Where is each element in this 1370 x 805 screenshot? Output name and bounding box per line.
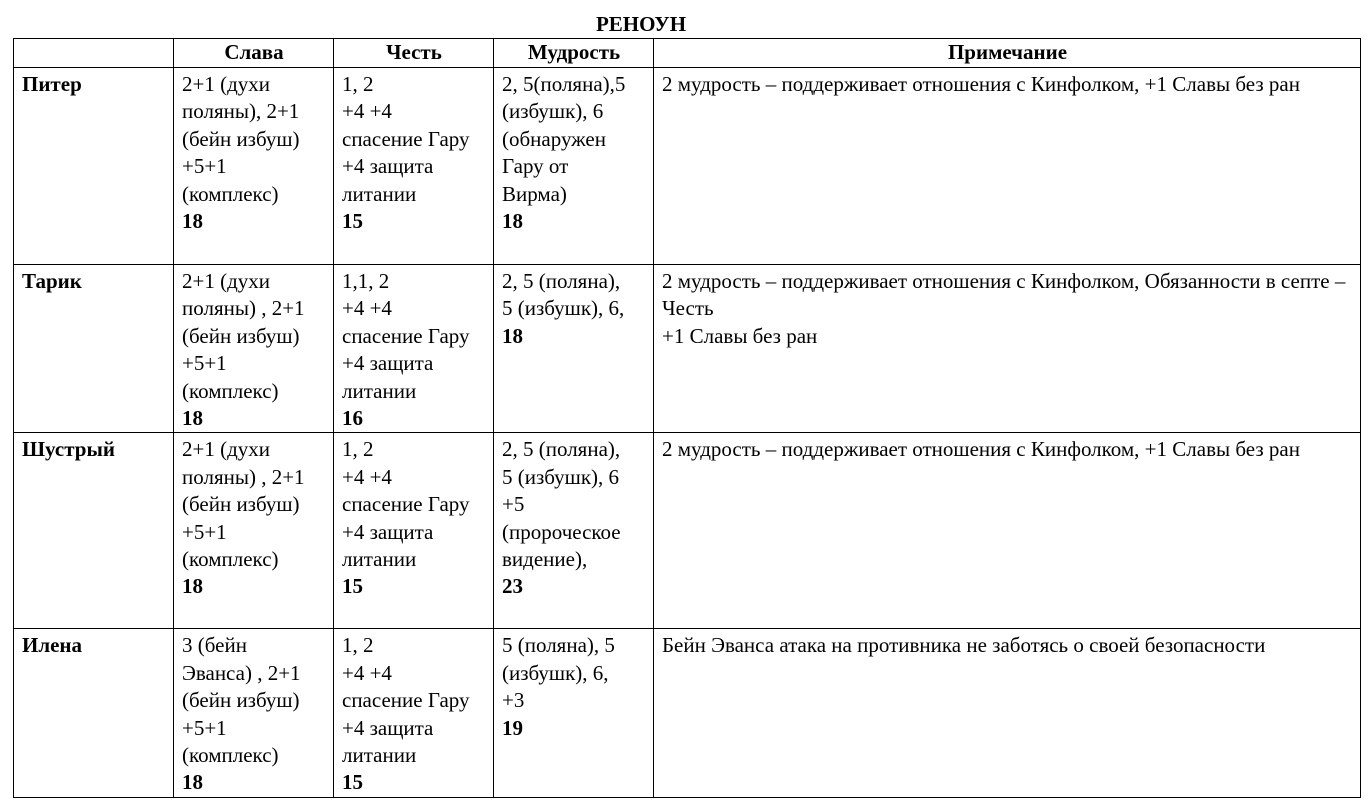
header-note: Примечание [654, 39, 1361, 68]
wisdom-line: 5 (поляна), 5 [502, 633, 615, 658]
honor-line: 1, 2 [342, 72, 374, 96]
wisdom-cell [494, 629, 654, 797]
header-honor: Честь [334, 39, 494, 68]
character-name: Питер [14, 68, 174, 265]
glory-line: 2+1 (духи [182, 72, 271, 96]
honor-line: спасение Гару [342, 126, 470, 151]
wisdom-cell [494, 68, 654, 265]
glory-line: поляны), 2+1 [182, 99, 300, 124]
glory-line: (бейн избуш) [182, 323, 300, 348]
note-cell [654, 629, 1361, 797]
wisdom-line: (избушк), 6, [502, 660, 609, 685]
honor-cell [334, 433, 494, 629]
table-row [14, 265, 1361, 433]
character-name: Шустрый [14, 433, 174, 629]
glory-line: +5+1 [182, 351, 227, 376]
table-row [14, 433, 1361, 629]
header-wisdom: Мудрость [494, 39, 654, 68]
honor-line: +4 защита [342, 715, 434, 740]
note-text: 2 мудрость – поддерживает отношения с Кинфолком, +1 Славы без ран [662, 72, 1300, 96]
honor-line: литании [342, 181, 417, 206]
wisdom-line: +5 [502, 492, 525, 517]
wisdom-line: +3 [502, 688, 525, 713]
note-cell [654, 265, 1361, 433]
glory-line: (комплекс) [182, 743, 279, 768]
glory-line: +5+1 [182, 519, 227, 544]
wisdom-total: 18 [502, 323, 523, 348]
wisdom-total: 23 [502, 574, 523, 599]
wisdom-line: (избушк), 6 [502, 99, 604, 124]
wisdom-line: 5 (избушк), 6, [502, 296, 625, 321]
glory-line: поляны) , 2+1 [182, 296, 305, 321]
glory-line: 3 (бейн [182, 633, 247, 658]
note-text: +1 Славы без ран [662, 323, 818, 348]
honor-total: 16 [342, 406, 363, 431]
note-text: 2 мудрость – поддерживает отношения с Кинфолком, +1 Славы без ран [662, 437, 1300, 462]
honor-cell [334, 265, 494, 433]
glory-cell [174, 68, 334, 265]
honor-line: спасение Гару [342, 492, 470, 517]
honor-line: литании [342, 743, 417, 768]
wisdom-line: видение), [502, 547, 588, 572]
honor-line: 1, 2 [342, 437, 374, 462]
table-row [14, 68, 1361, 265]
glory-total: 18 [182, 406, 203, 431]
glory-line: (бейн избуш) [182, 492, 300, 517]
honor-line: спасение Гару [342, 688, 470, 713]
glory-line: +5+1 [182, 715, 227, 740]
glory-cell [174, 265, 334, 433]
glory-line: (комплекс) [182, 378, 279, 403]
wisdom-line: Вирма) [502, 181, 567, 206]
wisdom-line: 2, 5 (поляна), [502, 437, 621, 462]
wisdom-line: 2, 5 (поляна), [502, 269, 621, 293]
character-name: Илена [14, 629, 174, 797]
wisdom-line: (обнаружен [502, 126, 606, 151]
glory-line: поляны) , 2+1 [182, 464, 305, 489]
honor-line: спасение Гару [342, 323, 470, 348]
note-text: Бейн Эванса атака на противника не заботясь о своей безопасности [662, 633, 1266, 658]
glory-line: 2+1 (духи [182, 269, 271, 293]
table-row [14, 629, 1361, 797]
header-name [14, 39, 174, 68]
honor-line: литании [342, 547, 417, 572]
honor-line: +4 +4 [342, 99, 392, 124]
glory-total: 18 [182, 209, 203, 234]
honor-line: 1, 2 [342, 633, 374, 658]
glory-line: (комплекс) [182, 181, 279, 206]
wisdom-line: 2, 5(поляна),5 [502, 72, 626, 96]
glory-line: (бейн избуш) [182, 688, 300, 713]
note-cell [654, 433, 1361, 629]
wisdom-line: 5 (избушк), 6 [502, 464, 620, 489]
note-cell [654, 68, 1361, 265]
wisdom-line: Гару от [502, 154, 569, 179]
document-title: РЕНОУН [595, 12, 687, 36]
header-row [14, 39, 1361, 68]
honor-cell [334, 629, 494, 797]
glory-cell [174, 629, 334, 797]
wisdom-cell [494, 265, 654, 433]
glory-line: (комплекс) [182, 547, 279, 572]
honor-total: 15 [342, 209, 363, 234]
wisdom-total: 19 [502, 715, 523, 740]
header-glory: Слава [174, 39, 334, 68]
honor-total: 15 [342, 770, 363, 795]
glory-line: +5+1 [182, 154, 227, 179]
wisdom-cell [494, 433, 654, 629]
honor-line: +4 защита [342, 519, 434, 544]
honor-line: +4 защита [342, 351, 434, 376]
honor-line: +4 +4 [342, 464, 392, 489]
character-name: Тарик [14, 265, 174, 433]
glory-total: 18 [182, 574, 203, 599]
honor-line: +4 защита [342, 154, 434, 179]
honor-line: +4 +4 [342, 296, 392, 321]
glory-line: 2+1 (духи [182, 437, 271, 462]
wisdom-total: 18 [502, 209, 523, 234]
glory-total: 18 [182, 770, 203, 795]
renown-table [13, 38, 1361, 798]
glory-cell [174, 433, 334, 629]
wisdom-line: (пророческое [502, 519, 621, 544]
note-text: 2 мудрость – поддерживает отношения с Кинфолком, Обязанности в септе – Честь [662, 269, 1346, 321]
honor-line: +4 +4 [342, 660, 392, 685]
honor-cell [334, 68, 494, 265]
honor-total: 15 [342, 574, 363, 599]
glory-line: (бейн избуш) [182, 126, 300, 151]
honor-line: 1,1, 2 [342, 269, 390, 293]
honor-line: литании [342, 378, 417, 403]
glory-line: Эванса) , 2+1 [182, 660, 301, 685]
